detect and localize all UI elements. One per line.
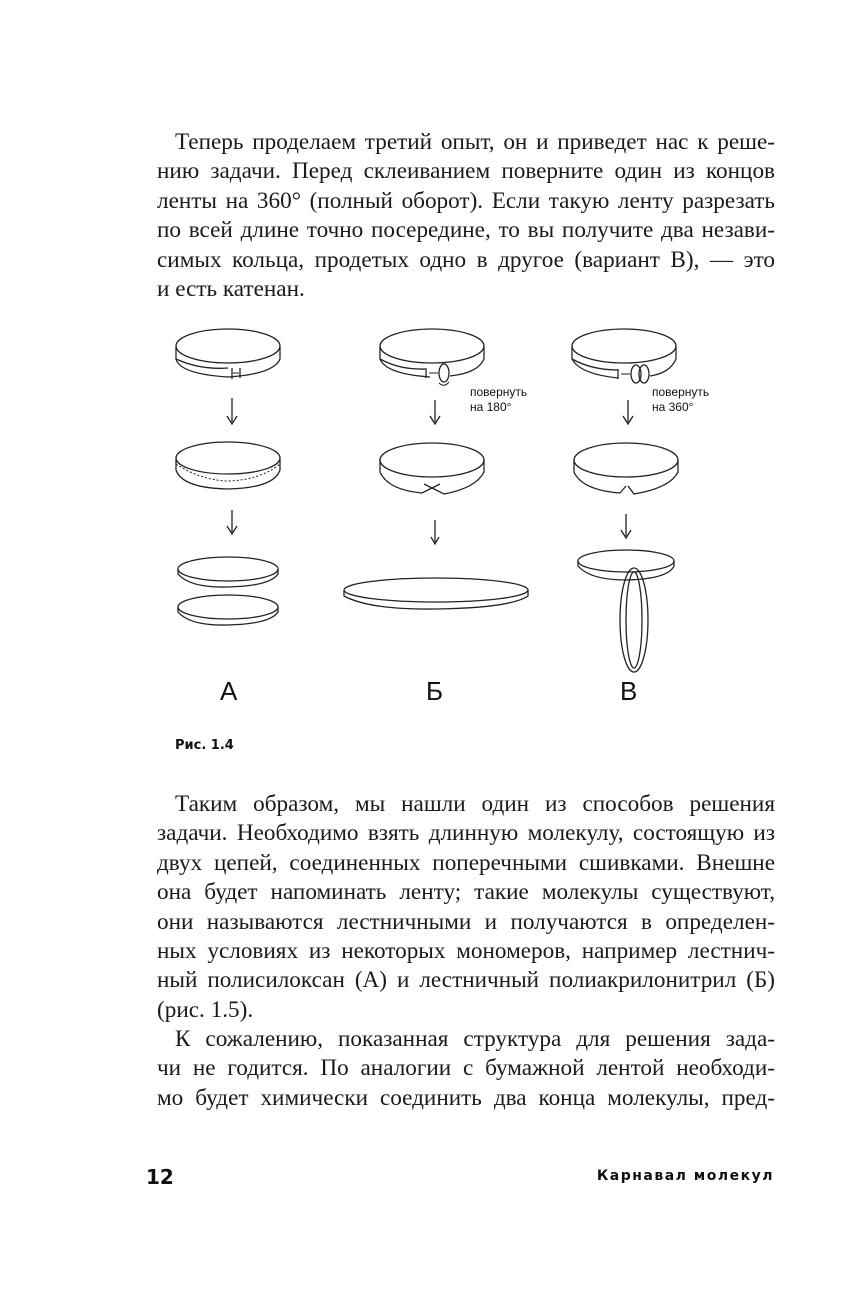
figure-caption: Рис. 1.4	[175, 738, 234, 753]
column-b-drawings	[344, 329, 528, 609]
text-line: К сожалению, показанная структура для решения зада-	[175, 1026, 775, 1052]
text-line: она будет напоминать ленту; такие молекулы существуют,	[157, 879, 775, 906]
text-line: они называются лестничными и получаются в определен-	[157, 908, 775, 935]
text-line: Теперь проделаем третий опыт, он и приведет нас к реше-	[175, 129, 775, 155]
text-line: ный полисилоксан (А) и лестничный полиакрилонитрил (Б)	[157, 967, 775, 994]
ribbon-diagram-icon	[160, 318, 760, 718]
text-line: и есть катенан.	[157, 276, 305, 303]
twist-note-180-line2: на 180°	[470, 400, 512, 414]
variant-label-a: А	[220, 676, 238, 706]
column-c-drawings	[572, 329, 678, 672]
text-line: Таким образом, мы нашли один из способов решения	[175, 791, 775, 817]
page-number: 12	[146, 1165, 174, 1189]
paragraph-2	[157, 790, 775, 1025]
text-line: задачи. Необходимо взять длинную молекулу, состоящую из	[157, 820, 775, 847]
twist-note-360-line1: повернуть	[652, 385, 710, 399]
text-line: двух цепей, соединенных поперечными сшивками. Внешне	[157, 849, 775, 876]
twist-note-180-line1: повернуть	[470, 385, 528, 399]
text-line: (рис. 1.5).	[157, 996, 254, 1023]
paragraph-3	[157, 1025, 775, 1113]
text-line: симых кольца, продетых одно в другое (вариант В), — это	[157, 246, 775, 273]
twist-note-360-line2: на 360°	[652, 400, 694, 414]
paragraph-1	[157, 128, 775, 304]
text-line: ных условиях из некоторых мономеров, например лестнич-	[157, 938, 775, 965]
variant-label-c: В	[620, 676, 638, 706]
text-line: нию задачи. Перед склеиванием поверните один из концов	[157, 158, 775, 185]
column-a-drawings	[176, 329, 280, 625]
running-head: Карнавал молекул	[596, 1168, 774, 1184]
text-line: мо будет химически соединить два конца молекулы, пред-	[157, 1084, 775, 1111]
text-line: ленты на 360° (полный оборот). Если такую ленту разрезать	[157, 187, 775, 214]
variant-label-b: Б	[426, 676, 444, 706]
text-line: чи не годится. По аналогии с бумажной лентой необходи-	[157, 1055, 775, 1082]
figure-ribbon-experiment	[160, 318, 760, 718]
text-line: по всей длине точно посередине, то вы получите два незави-	[157, 217, 775, 244]
